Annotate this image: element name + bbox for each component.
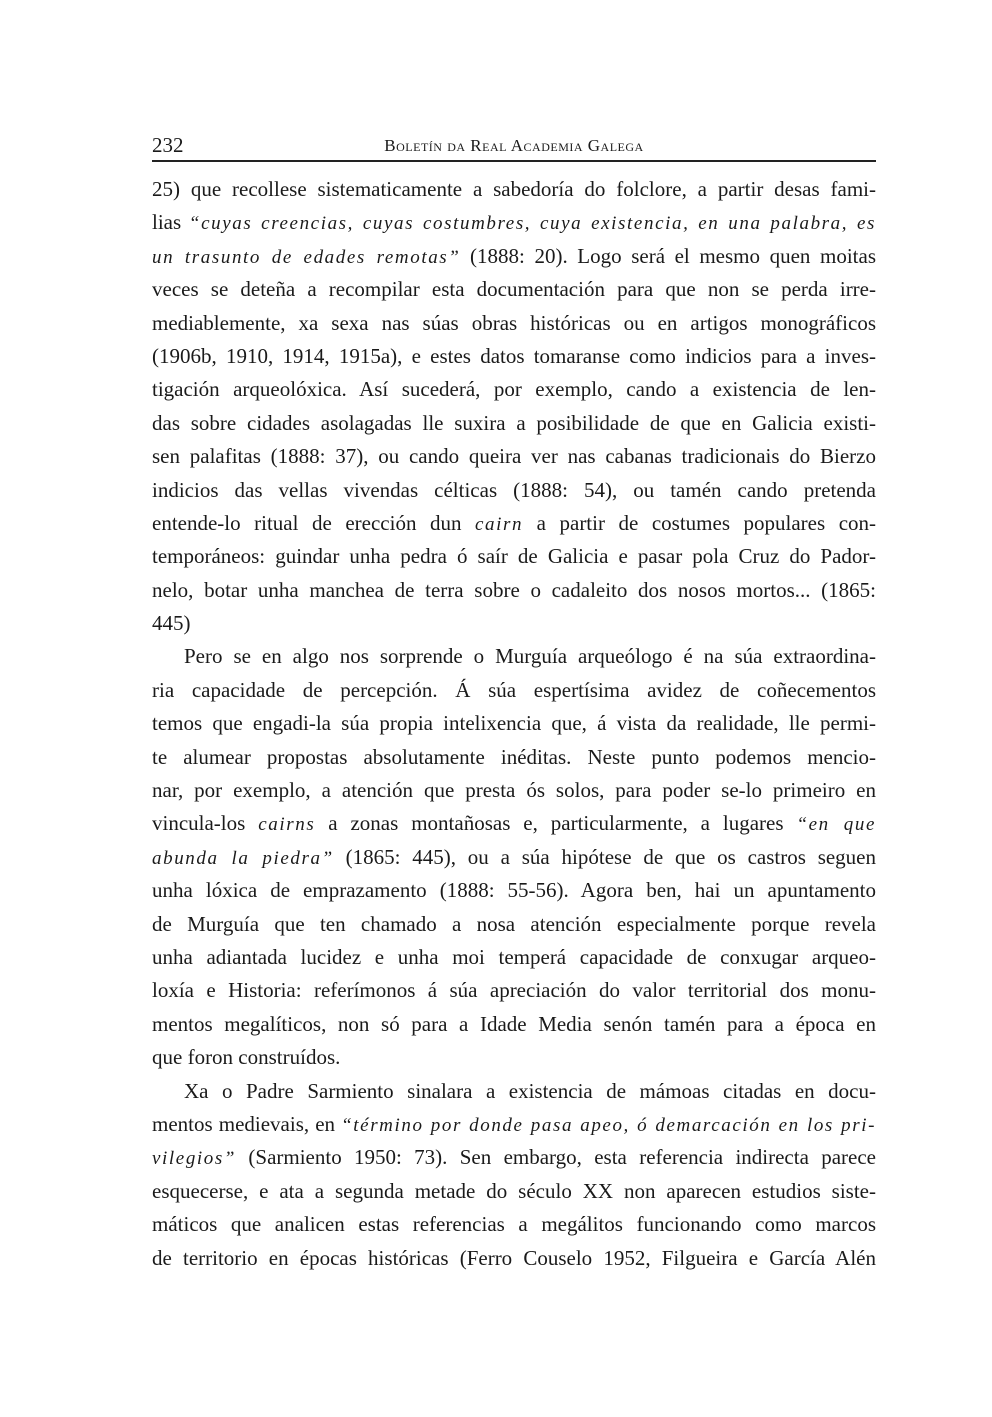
text-line: un trasunto de edades remotas” (1888: 20). Logo será el mesmo quen moitas xyxy=(152,243,876,268)
text-line: mediablemente, xa sexa nas súas obras históricas ou en artigos monográficos xyxy=(152,310,876,335)
text-line: te alumear propostas absolutamente inéditas. Neste punto podemos mencio- xyxy=(152,744,876,769)
text-line: que foron construídos. xyxy=(152,1045,341,1070)
text-line: temos que engadi-la súa propia intelixencia que, á vista da realidade, lle permi- xyxy=(152,711,876,736)
text-line: sen palafitas (1888: 37), ou cando queira ver nas cabanas tradicionais do Bierzo xyxy=(152,444,876,469)
text-line: máticos que analicen estas referencias a megálitos funcionando como marcos xyxy=(152,1212,876,1237)
journal-title: Boletín da Real Academia Galega xyxy=(384,136,644,155)
text-line: vincula-los cairns a zonas montañosas e, particularmente, a lugares “en que xyxy=(152,811,877,836)
text-line: 445) xyxy=(152,611,191,636)
spanish-quote: “en que xyxy=(796,814,877,836)
body-text xyxy=(152,173,876,1275)
spanish-quote: “cuyas creencias, cuyas costumbres, cuya existencia, en una palabra, es xyxy=(188,213,876,235)
emphasis-term: cairns xyxy=(258,814,316,836)
text-line: tigación arqueolóxica. Así sucederá, por exemplo, cando a existencia de len- xyxy=(152,377,876,402)
text-line: indicios das vellas vivendas célticas (1888: 54), ou tamén cando pretenda xyxy=(152,477,876,502)
text-line: das sobre cidades asolagadas lle suxira a posibilidade de que en Galicia existi- xyxy=(152,410,876,435)
text-line: esquecerse, e ata a segunda metade do século XX non aparecen estudios siste- xyxy=(152,1178,876,1203)
text-line: temporáneos: guindar unha pedra ó saír de Galicia e pasar pola Cruz do Pador- xyxy=(152,544,876,569)
text-line: nelo, botar unha manchea de terra sobre o cadaleito dos nosos mortos... (1865: xyxy=(152,577,876,602)
text-line: de Murguía que ten chamado a nosa atención especialmente porque revela xyxy=(152,911,876,936)
spanish-quote: abunda la piedra” xyxy=(152,847,334,869)
text-line: unha lóxica de emprazamento (1888: 55-56). Agora ben, hai un apuntamento xyxy=(152,878,876,903)
spanish-quote: vilegios” xyxy=(152,1148,237,1170)
text-line: loxía e Historia: referímonos á súa apreciación do valor territorial dos monu- xyxy=(152,978,876,1003)
text-line: (1906b, 1910, 1914, 1915a), e estes datos tomaranse como indicios para a inves- xyxy=(152,343,876,368)
emphasis-term: cairn xyxy=(475,513,524,535)
text-line: abunda la piedra” (1865: 445), ou a súa hipótese de que os castros seguen xyxy=(152,844,877,869)
spanish-quote: un trasunto de edades remotas” xyxy=(152,246,461,268)
paragraph-start: Xa o Padre Sarmiento sinalara a existencia de mámoas citadas en docu- xyxy=(184,1078,876,1103)
spanish-quote: “término por donde pasa apeo, ó demarcación en los pri- xyxy=(341,1114,876,1136)
text-line: entende-lo ritual de erección dun cairn a partir de costumes populares con- xyxy=(152,510,877,535)
running-header xyxy=(152,131,876,157)
text-line: ria capacidade de percepción. Á súa espertísima avidez de coñecementos xyxy=(152,677,876,702)
text-line: veces se deteña a recompilar esta documentación para que non se perda irre- xyxy=(152,277,876,302)
text-line: de territorio en épocas históricas (Ferro Couselo 1952, Filgueira e García Alén xyxy=(152,1245,876,1270)
paragraph-start: Pero se en algo nos sorprende o Murguía arqueólogo é na súa extraordina- xyxy=(184,644,876,669)
text-line: unha adiantada lucidez e unha moi temperá capacidade de conxugar arqueo- xyxy=(152,944,876,969)
text-line: vilegios” (Sarmiento 1950: 73). Sen embargo, esta referencia indirecta parece xyxy=(152,1145,876,1170)
text-line: 25) que recollese sistematicamente a sabedoría do folclore, a partir desas fami- xyxy=(152,177,876,201)
text-line: lias “cuyas creencias, cuyas costumbres, cuya existencia, en una palabra, es xyxy=(152,210,876,235)
page-number: 232 xyxy=(152,133,184,157)
text-line: mentos megalíticos, non só para a Idade Media senón tamén para a época en xyxy=(152,1011,876,1036)
text-line: mentos medievais, en “término por donde pasa apeo, ó demarcación en los pri- xyxy=(152,1111,876,1136)
header-rule xyxy=(152,160,876,162)
text-line: nar, por exemplo, a atención que presta ós solos, para poder se-lo primeiro en xyxy=(152,778,876,803)
